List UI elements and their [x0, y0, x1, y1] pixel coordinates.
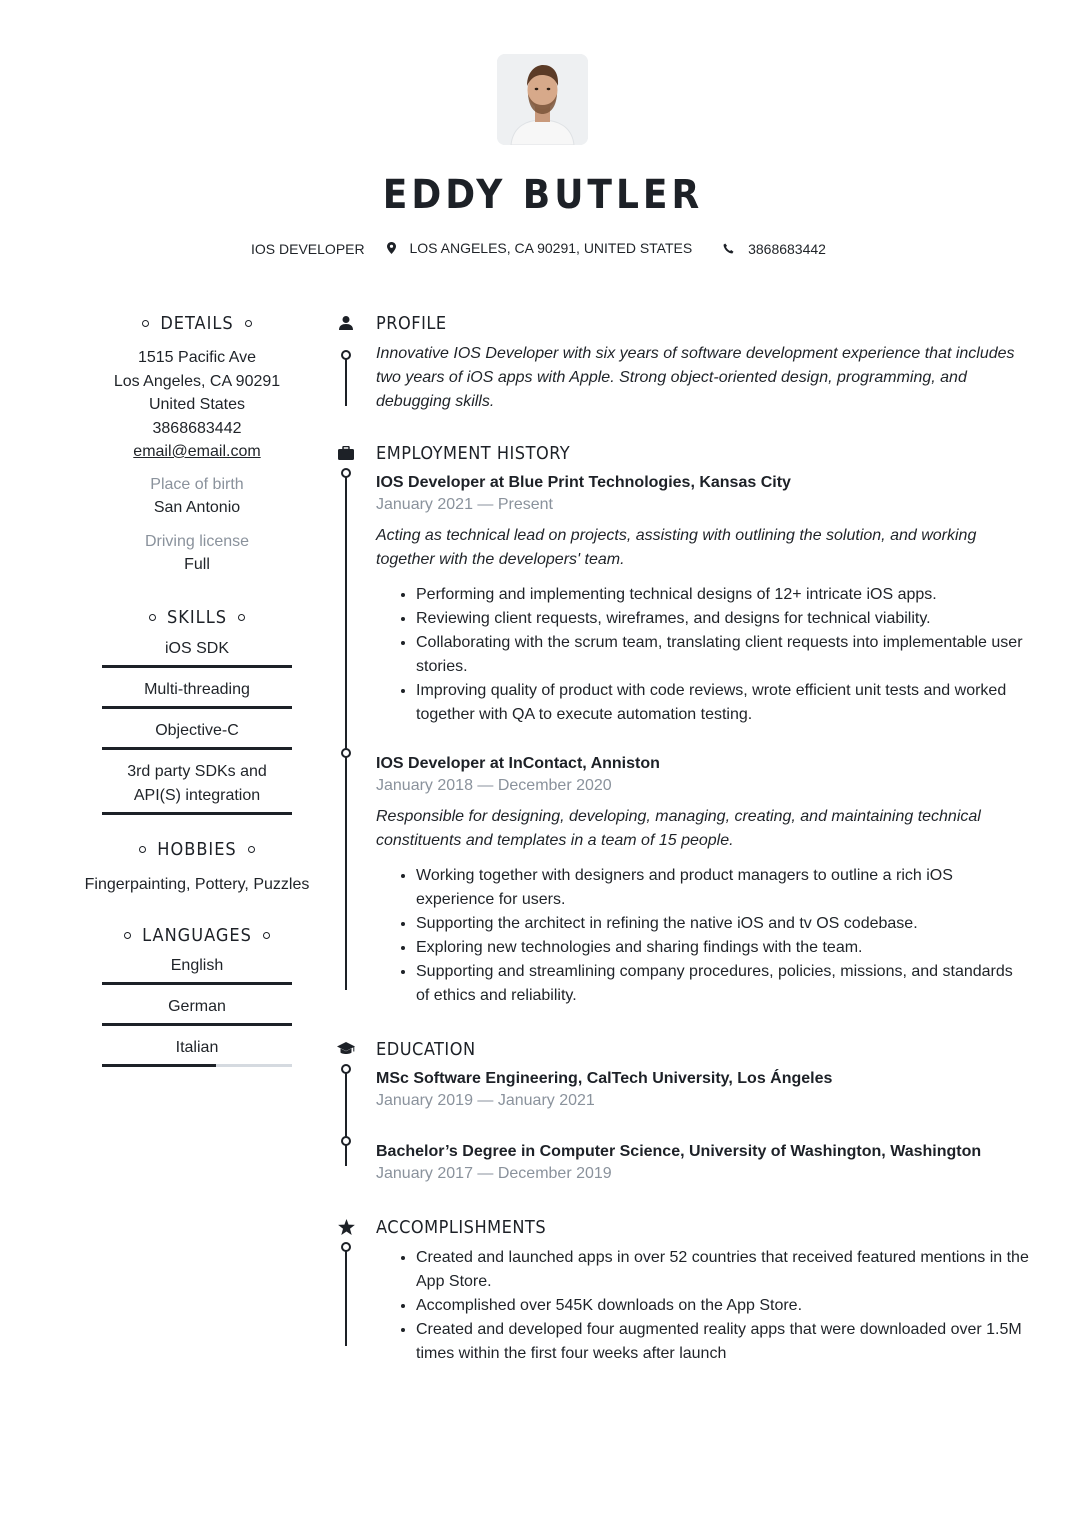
degree-title: MSc Software Engineering, CalTech University, Los Ángeles [376, 1070, 833, 1087]
job-dates: January 2021 — Present [376, 496, 553, 513]
education-entry [376, 1068, 1030, 1111]
list-item: Exploring new technologies and sharing findings with the team. [398, 936, 1030, 960]
avatar-icon [497, 54, 588, 145]
accomplishments-heading: ACCOMPLISHMENTS [376, 1216, 547, 1238]
location [387, 240, 702, 256]
email-link[interactable]: email@email.com [133, 443, 261, 460]
job-dates: January 2018 — December 2020 [376, 777, 612, 794]
list-item: Reviewing client requests, wireframes, and designs for technical viability. [398, 607, 1030, 631]
dot-icon [149, 614, 156, 621]
contact-bar [0, 240, 1086, 257]
graduation-cap-icon [337, 1042, 355, 1056]
job-summary: Responsible for designing, developing, managing, creating, and maintaining technical constituents and templates in a team of 15 people. [376, 808, 981, 849]
phone [723, 241, 835, 257]
employment-section [330, 438, 1030, 1008]
left-column [82, 310, 312, 1073]
language-item: Italian [102, 1032, 292, 1067]
job-title: IOS Developer at InContact, Anniston [376, 755, 660, 772]
accomplishment-bullets [398, 1246, 1030, 1366]
list-item: Collaborating with the scrum team, translating client requests into implementable user stories. [398, 631, 1030, 679]
language-item: German [102, 991, 292, 1026]
address-line2: Los Angeles, CA 90291 [113, 372, 281, 390]
education-heading: EDUCATION [376, 1038, 476, 1060]
accomplishments-content [376, 1246, 1030, 1366]
timeline-dot [341, 350, 351, 360]
languages-heading: LANGUAGES [82, 922, 312, 948]
driving-license: Full [184, 556, 210, 573]
job-bullets [398, 583, 1030, 727]
list-item: Created and launched apps in over 52 countries that received featured mentions in the App Store. [398, 1246, 1030, 1294]
list-item: Created and developed four augmented reality apps that were downloaded over 1.5M times within the first four weeks after launch [398, 1318, 1030, 1366]
address-line1: 1515 Pacific Ave [137, 349, 256, 366]
job-entry [376, 753, 1030, 1008]
timeline-line [345, 1246, 347, 1346]
place-of-birth: San Antonio [153, 498, 241, 516]
country: United States [148, 396, 246, 413]
star-icon [338, 1219, 355, 1235]
degree-title: Bachelor’s Degree in Computer Science, University of Washington, Washington [376, 1143, 982, 1160]
employment-heading: EMPLOYMENT HISTORY [376, 442, 571, 464]
dot-icon [245, 320, 252, 327]
timeline-line [345, 1068, 347, 1166]
phone-text: 3868683442 [748, 240, 826, 257]
timeline-dot [341, 1242, 351, 1252]
education-section [330, 1034, 1030, 1184]
profile-heading: PROFILE [376, 312, 447, 334]
right-column [330, 308, 1030, 1366]
job-bullets [398, 864, 1030, 1008]
job-entry [376, 472, 1030, 727]
skill-bar [102, 747, 292, 750]
language-bar [102, 1064, 292, 1067]
phone-icon [723, 243, 734, 254]
profile-section [330, 308, 1030, 414]
list-item: Improving quality of product with code reviews, wrote efficient unit tests and worked together with QA to execute automation testing. [398, 679, 1030, 727]
timeline-dot [341, 1136, 351, 1146]
person-icon [338, 315, 354, 331]
candidate-name: EDDY BUTLER [382, 172, 704, 218]
hobbies-text: Fingerpainting, Pottery, Puzzles [84, 875, 310, 893]
timeline-line [345, 354, 347, 406]
job-title: IOS DEVELOPER [251, 241, 365, 257]
list-item: Performing and implementing technical designs of 12+ intricate iOS apps. [398, 583, 1030, 607]
skill-bar [102, 706, 292, 709]
briefcase-icon [338, 446, 354, 460]
dot-icon [248, 846, 255, 853]
job-summary: Acting as technical lead on projects, assisting with outlining the solution, and working together with the developers' team. [376, 527, 977, 568]
details-phone: 3868683442 [152, 419, 242, 437]
skill-item: Multi-threading [102, 674, 292, 709]
skill-bar [102, 665, 292, 668]
location-text: LOS ANGELES, CA 90291, UNITED STATES [409, 240, 693, 256]
languages-list [82, 950, 312, 1067]
hobbies-heading: HOBBIES [82, 837, 312, 863]
skill-item: Objective-C [102, 715, 292, 750]
timeline-dot [341, 748, 351, 758]
skill-item: iOS SDK [102, 633, 292, 668]
language-bar [102, 1023, 292, 1026]
timeline-line [345, 472, 347, 990]
list-item: Supporting and streamlining company procedures, policies, missions, and standards of ethics and reliability. [398, 960, 1030, 1008]
degree-dates: January 2019 — January 2021 [376, 1092, 595, 1109]
profile-text: Innovative IOS Developer with six years of software development experience that includes two years of iOS apps with Apple. Strong object-oriented design, programming, and debugging skills. [376, 345, 1015, 410]
dot-icon [142, 320, 149, 327]
skill-item: 3rd party SDKs and API(S) integration [102, 756, 292, 815]
skills-list [82, 633, 312, 815]
timeline-dot [341, 468, 351, 478]
language-item: English [102, 950, 292, 985]
dot-icon [139, 846, 146, 853]
job-title: IOS Developer at Blue Print Technologies, Kansas City [376, 474, 791, 491]
degree-dates: January 2017 — December 2019 [376, 1165, 612, 1182]
place-of-birth-label: Place of birth [150, 475, 244, 493]
driving-license-label: Driving license [144, 533, 250, 550]
list-item: Accomplished over 545K downloads on the App Store. [398, 1294, 1030, 1318]
list-item: Working together with designers and product managers to outline a rich iOS experience for users. [398, 864, 1030, 912]
skills-heading: SKILLS [82, 605, 312, 631]
language-bar [102, 982, 292, 985]
timeline-dot [341, 1064, 351, 1074]
profile-photo [497, 54, 588, 145]
list-item: Supporting the architect in refining the native iOS and tv OS codebase. [398, 912, 1030, 936]
accomplishments-section [330, 1212, 1030, 1366]
education-entry [376, 1141, 1030, 1184]
map-pin-icon [387, 242, 396, 254]
dot-icon [124, 932, 131, 939]
dot-icon [238, 614, 245, 621]
skill-bar [102, 812, 292, 815]
dot-icon [263, 932, 270, 939]
details-heading: DETAILS [82, 310, 312, 336]
